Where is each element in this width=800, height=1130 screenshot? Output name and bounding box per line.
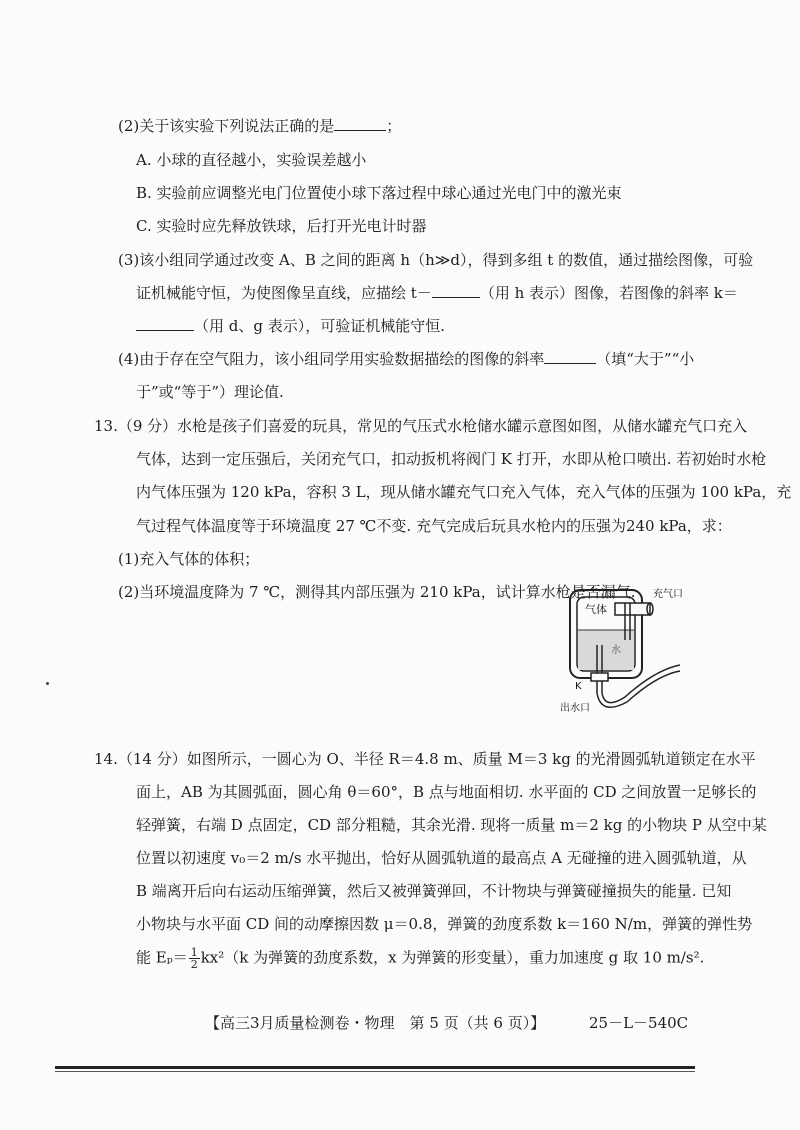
q14-line1: 14.（14 分）如图所示，一圆心为 O、半径 R＝4.8 m、质量 M＝3 kg 的光滑圆弧轨道锁定在水平 bbox=[94, 750, 756, 768]
q12-option-a: A. 小球的直径越小，实验误差越小 bbox=[136, 151, 367, 169]
page-footer bbox=[205, 1012, 689, 1033]
q12-option-b: B. 实验前应调整光电门位置使小球下落过程中球心通过光电门中的激光束 bbox=[136, 184, 622, 202]
q13-line4: 气过程气体温度等于环境温度 27 ℃不变. 充气完成后玩具水枪内的压强为240 kPa，求： bbox=[136, 517, 732, 535]
q13-sub1: (1)充入气体的体积； bbox=[118, 550, 260, 568]
water-gun-diagram bbox=[555, 585, 705, 715]
inlet-pipe bbox=[615, 603, 650, 615]
gas-label: 气体 bbox=[585, 603, 607, 616]
q12-part3-line2: 证机械能守恒，为使图像呈直线，应描绘 t－ （用 h 表示）图像，若图像的斜率 k＝ bbox=[136, 284, 738, 302]
answer-blank bbox=[136, 316, 194, 331]
q12-part4-line2: 于”或“等于”）理论值. bbox=[136, 383, 284, 401]
q13-line1: 13.（9 分）水枪是孩子们喜爱的玩具，常见的气压式水枪储水罐示意图如图，从储水罐充气口充入 bbox=[94, 417, 748, 435]
bottom-rule bbox=[55, 1066, 695, 1069]
q12-part3-line3: （用 d、g 表示），可验证机械能守恒. bbox=[136, 316, 445, 336]
outlet-label: 出水口 bbox=[560, 703, 590, 714]
valve-label: K bbox=[575, 681, 582, 692]
bottom-rule-thin bbox=[55, 1071, 695, 1072]
q14-line5: B 端离开后向右运动压缩弹簧，然后又被弹簧弹回，不计物块与弹簧碰撞损失的能量. 已知 bbox=[136, 882, 732, 900]
scan-speck bbox=[46, 682, 49, 685]
q13-sub2: (2)当环境温度降为 7 ℃，测得其内部压强为 210 kPa，试计算水枪是否漏气. bbox=[118, 583, 636, 601]
water-label: 水 bbox=[611, 645, 621, 656]
exam-code: 25－L－540C bbox=[589, 1014, 689, 1032]
q14-line4: 位置以初速度 v₀＝2 m/s 水平抛出，恰好从圆弧轨道的最高点 A 无碰撞的进入圆弧轨道，从 bbox=[136, 849, 747, 867]
q14-line3: 轻弹簧，右端 D 点固定，CD 部分粗糙，其余光滑. 现将一质量 m＝2 kg 的小物块 P 从空中某 bbox=[136, 816, 767, 834]
q14-line2: 面上，AB 为其圆弧面，圆心角 θ＝60°，B 点与地面相切. 水平面的 CD 之间放置一足够长的 bbox=[136, 783, 757, 801]
answer-blank bbox=[544, 349, 596, 364]
q14-line7: 能 Eₚ＝ $\frac{1}{2}$ kx²（k 为弹簧的劲度系数，x 为弹簧的形变量），重力加速度 g 取 10 m/s². bbox=[136, 946, 705, 971]
answer-blank bbox=[334, 116, 386, 131]
footer-title: 【高三3月质量检测卷・物理 第 5 页（共 6 页）】 bbox=[205, 1014, 546, 1032]
half-fraction: $\frac{1}{2}$ bbox=[190, 946, 198, 971]
q12-option-c: C. 实验时应先释放铁球，后打开光电计时器 bbox=[136, 217, 427, 235]
q13-line2: 气体，达到一定压强后，关闭充气口，扣动扳机将阀门 K 打开，水即从枪口喷出. 若初始时水枪 bbox=[136, 450, 767, 468]
q13-line3: 内气体压强为 120 kPa，容积 3 L，现从储水罐充气口充入气体，充入气体的压强为 100 kPa，充 bbox=[136, 483, 792, 501]
q12-part3-line1: (3)该小组同学通过改变 A、B 之间的距离 h（h≫d），得到多组 t 的数值，通过描绘图像，可验 bbox=[118, 251, 754, 269]
valve-k bbox=[591, 673, 608, 681]
answer-blank bbox=[432, 283, 480, 298]
q14-line6: 小物块与水平面 CD 间的动摩擦因数 μ＝0.8，弹簧的劲度系数 k＝160 N/m，弹簧的弹性势 bbox=[136, 915, 753, 933]
q12-part2: (2)关于该实验下列说法正确的是 ； bbox=[118, 117, 402, 135]
q12-part4-line1: (4)由于存在空气阻力，该小组同学用实验数据描绘的图像的斜率 （填“大于”“小 bbox=[118, 350, 695, 368]
inlet-label: 充气口 bbox=[653, 589, 683, 600]
